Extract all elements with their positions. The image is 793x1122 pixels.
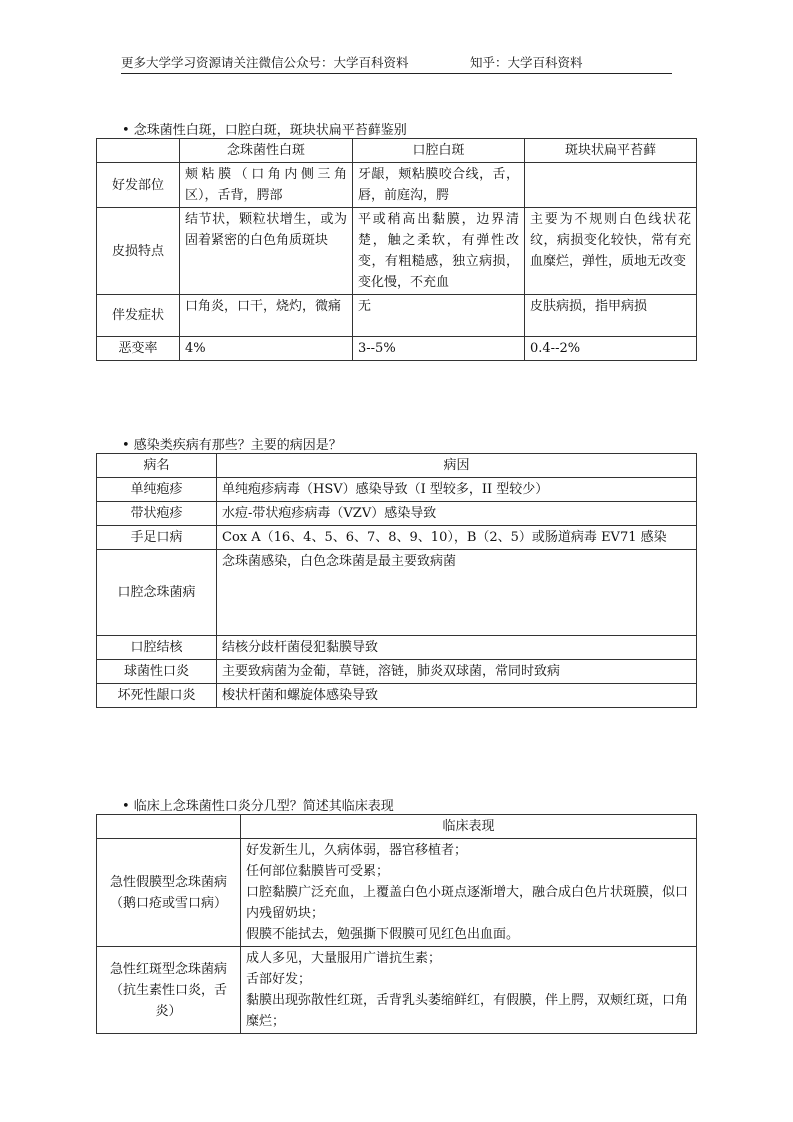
table-row xyxy=(97,163,697,208)
header-cell: 病名 xyxy=(97,454,217,478)
disease-name: 单纯疱疹 xyxy=(97,478,217,502)
comparison-table xyxy=(96,138,697,361)
table-cell: 结节状，颗粒状增生，或为固着紧密的白色角质斑块 xyxy=(180,208,353,295)
clinical-line: 舌部好发； xyxy=(246,972,312,987)
clinical-line: 任何部位黏膜皆可受累； xyxy=(246,864,390,879)
disease-name: 球菌性口炎 xyxy=(97,660,217,684)
header-cell xyxy=(97,139,180,163)
clinical-line: 黏膜出现弥散性红斑，舌背乳头萎缩鲜红，有假膜，伴上腭，双颊红斑，口角糜烂； xyxy=(246,993,689,1029)
disease-name: 口腔念珠菌病 xyxy=(97,550,217,636)
header-cell: 念珠菌性白斑 xyxy=(180,139,353,163)
table-row xyxy=(97,502,697,526)
disease-cause: 念珠菌感染，白色念珠菌是最主要致病菌 xyxy=(217,550,697,636)
table-cell: 颊粘膜（口角内侧三角区），舌背，腭部 xyxy=(180,163,353,208)
disease-name: 手足口病 xyxy=(97,526,217,550)
row-label: 皮损特点 xyxy=(97,208,180,295)
row-label: 好发部位 xyxy=(97,163,180,208)
disease-cause: 水痘-带状疱疹病毒（VZV）感染导致 xyxy=(217,502,697,526)
table-row xyxy=(97,337,697,361)
clinical-line: 假膜不能拭去，勉强撕下假膜可见红色出血面。 xyxy=(246,927,520,942)
disease-cause: 单纯疱疹病毒（HSV）感染导致（I 型较多，II 型较少） xyxy=(217,478,697,502)
disease-cause: Cox A（16、4、5、6、7、8、9、10），B（2、5）或肠道病毒 EV71 感染 xyxy=(217,526,697,550)
table-row xyxy=(97,208,697,295)
table-cell: 皮肤病损，指甲病损 xyxy=(525,295,697,337)
table-header-row xyxy=(97,815,697,839)
table-cell: 主要为不规则白色线状花纹，病损变化较快，常有充血糜烂，弹性，质地无改变 xyxy=(525,208,697,295)
table-cell: 4% xyxy=(180,337,353,361)
header-cell xyxy=(97,815,241,839)
candidiasis-table xyxy=(96,814,697,1034)
disease-name: 坏死性龈口炎 xyxy=(97,684,217,708)
section2-title: • 感染类疾病有那些？主要的病因是？ xyxy=(122,438,342,453)
table-header-row xyxy=(97,454,697,478)
header-cell: 病因 xyxy=(217,454,697,478)
type-name: 急性假膜型念珠菌病（鹅口疮或雪口病） xyxy=(97,839,241,947)
header-cell: 斑块状扁平苔藓 xyxy=(525,139,697,163)
table-row xyxy=(97,947,697,1034)
table-row xyxy=(97,478,697,502)
table-row xyxy=(97,660,697,684)
header-cell: 口腔白斑 xyxy=(353,139,525,163)
table-row xyxy=(97,636,697,660)
table-row xyxy=(97,684,697,708)
disease-cause: 主要致病菌为金葡，草链，溶链，肺炎双球菌，常同时致病 xyxy=(217,660,697,684)
table-cell: 0.4--2% xyxy=(525,337,697,361)
table-cell: 平或稍高出黏膜，边界清楚，触之柔软，有弹性改变，有粗糙感，独立病损，变化慢，不充血 xyxy=(353,208,525,295)
disease-cause: 梭状杆菌和螺旋体感染导致 xyxy=(217,684,697,708)
type-name: 急性红斑型念珠菌病（抗生素性口炎，舌炎） xyxy=(97,947,241,1034)
table-cell: 无 xyxy=(353,295,525,337)
disease-name: 口腔结核 xyxy=(97,636,217,660)
clinical-lines xyxy=(241,839,697,947)
header-cell: 临床表现 xyxy=(241,815,697,839)
page-header xyxy=(121,53,672,74)
clinical-lines xyxy=(241,947,697,1034)
disease-name: 带状疱疹 xyxy=(97,502,217,526)
clinical-line: 成人多见，大量服用广谱抗生素； xyxy=(246,951,442,966)
table-row xyxy=(97,550,697,636)
header-right-text: 知乎：大学百科资料 xyxy=(470,55,583,70)
row-label: 恶变率 xyxy=(97,337,180,361)
table-row xyxy=(97,526,697,550)
table-header-row xyxy=(97,139,697,163)
table-cell: 口角炎，口干，烧灼，微痛 xyxy=(180,295,353,337)
disease-cause: 结核分歧杆菌侵犯黏膜导致 xyxy=(217,636,697,660)
section3-title: • 临床上念珠菌性口炎分几型？简述其临床表现 xyxy=(122,799,394,814)
table-cell: 牙龈，颊粘膜咬合线，舌，唇，前庭沟，腭 xyxy=(353,163,525,208)
clinical-line: 口腔黏膜广泛充血，上覆盖白色小斑点逐渐增大，融合成白色片状斑膜，似口内残留奶块； xyxy=(246,885,689,921)
table-row xyxy=(97,295,697,337)
table-row xyxy=(97,839,697,947)
row-label: 伴发症状 xyxy=(97,295,180,337)
section1-title: • 念珠菌性白斑，口腔白斑，斑块状扁平苔藓鉴别 xyxy=(122,123,407,138)
clinical-line: 好发新生儿，久病体弱，器官移植者； xyxy=(246,843,468,858)
header-left-text: 更多大学学习资源请关注微信公众号：大学百科资料 xyxy=(121,55,409,70)
table-cell xyxy=(525,163,697,208)
infection-table xyxy=(96,453,697,708)
table-cell: 3--5% xyxy=(353,337,525,361)
